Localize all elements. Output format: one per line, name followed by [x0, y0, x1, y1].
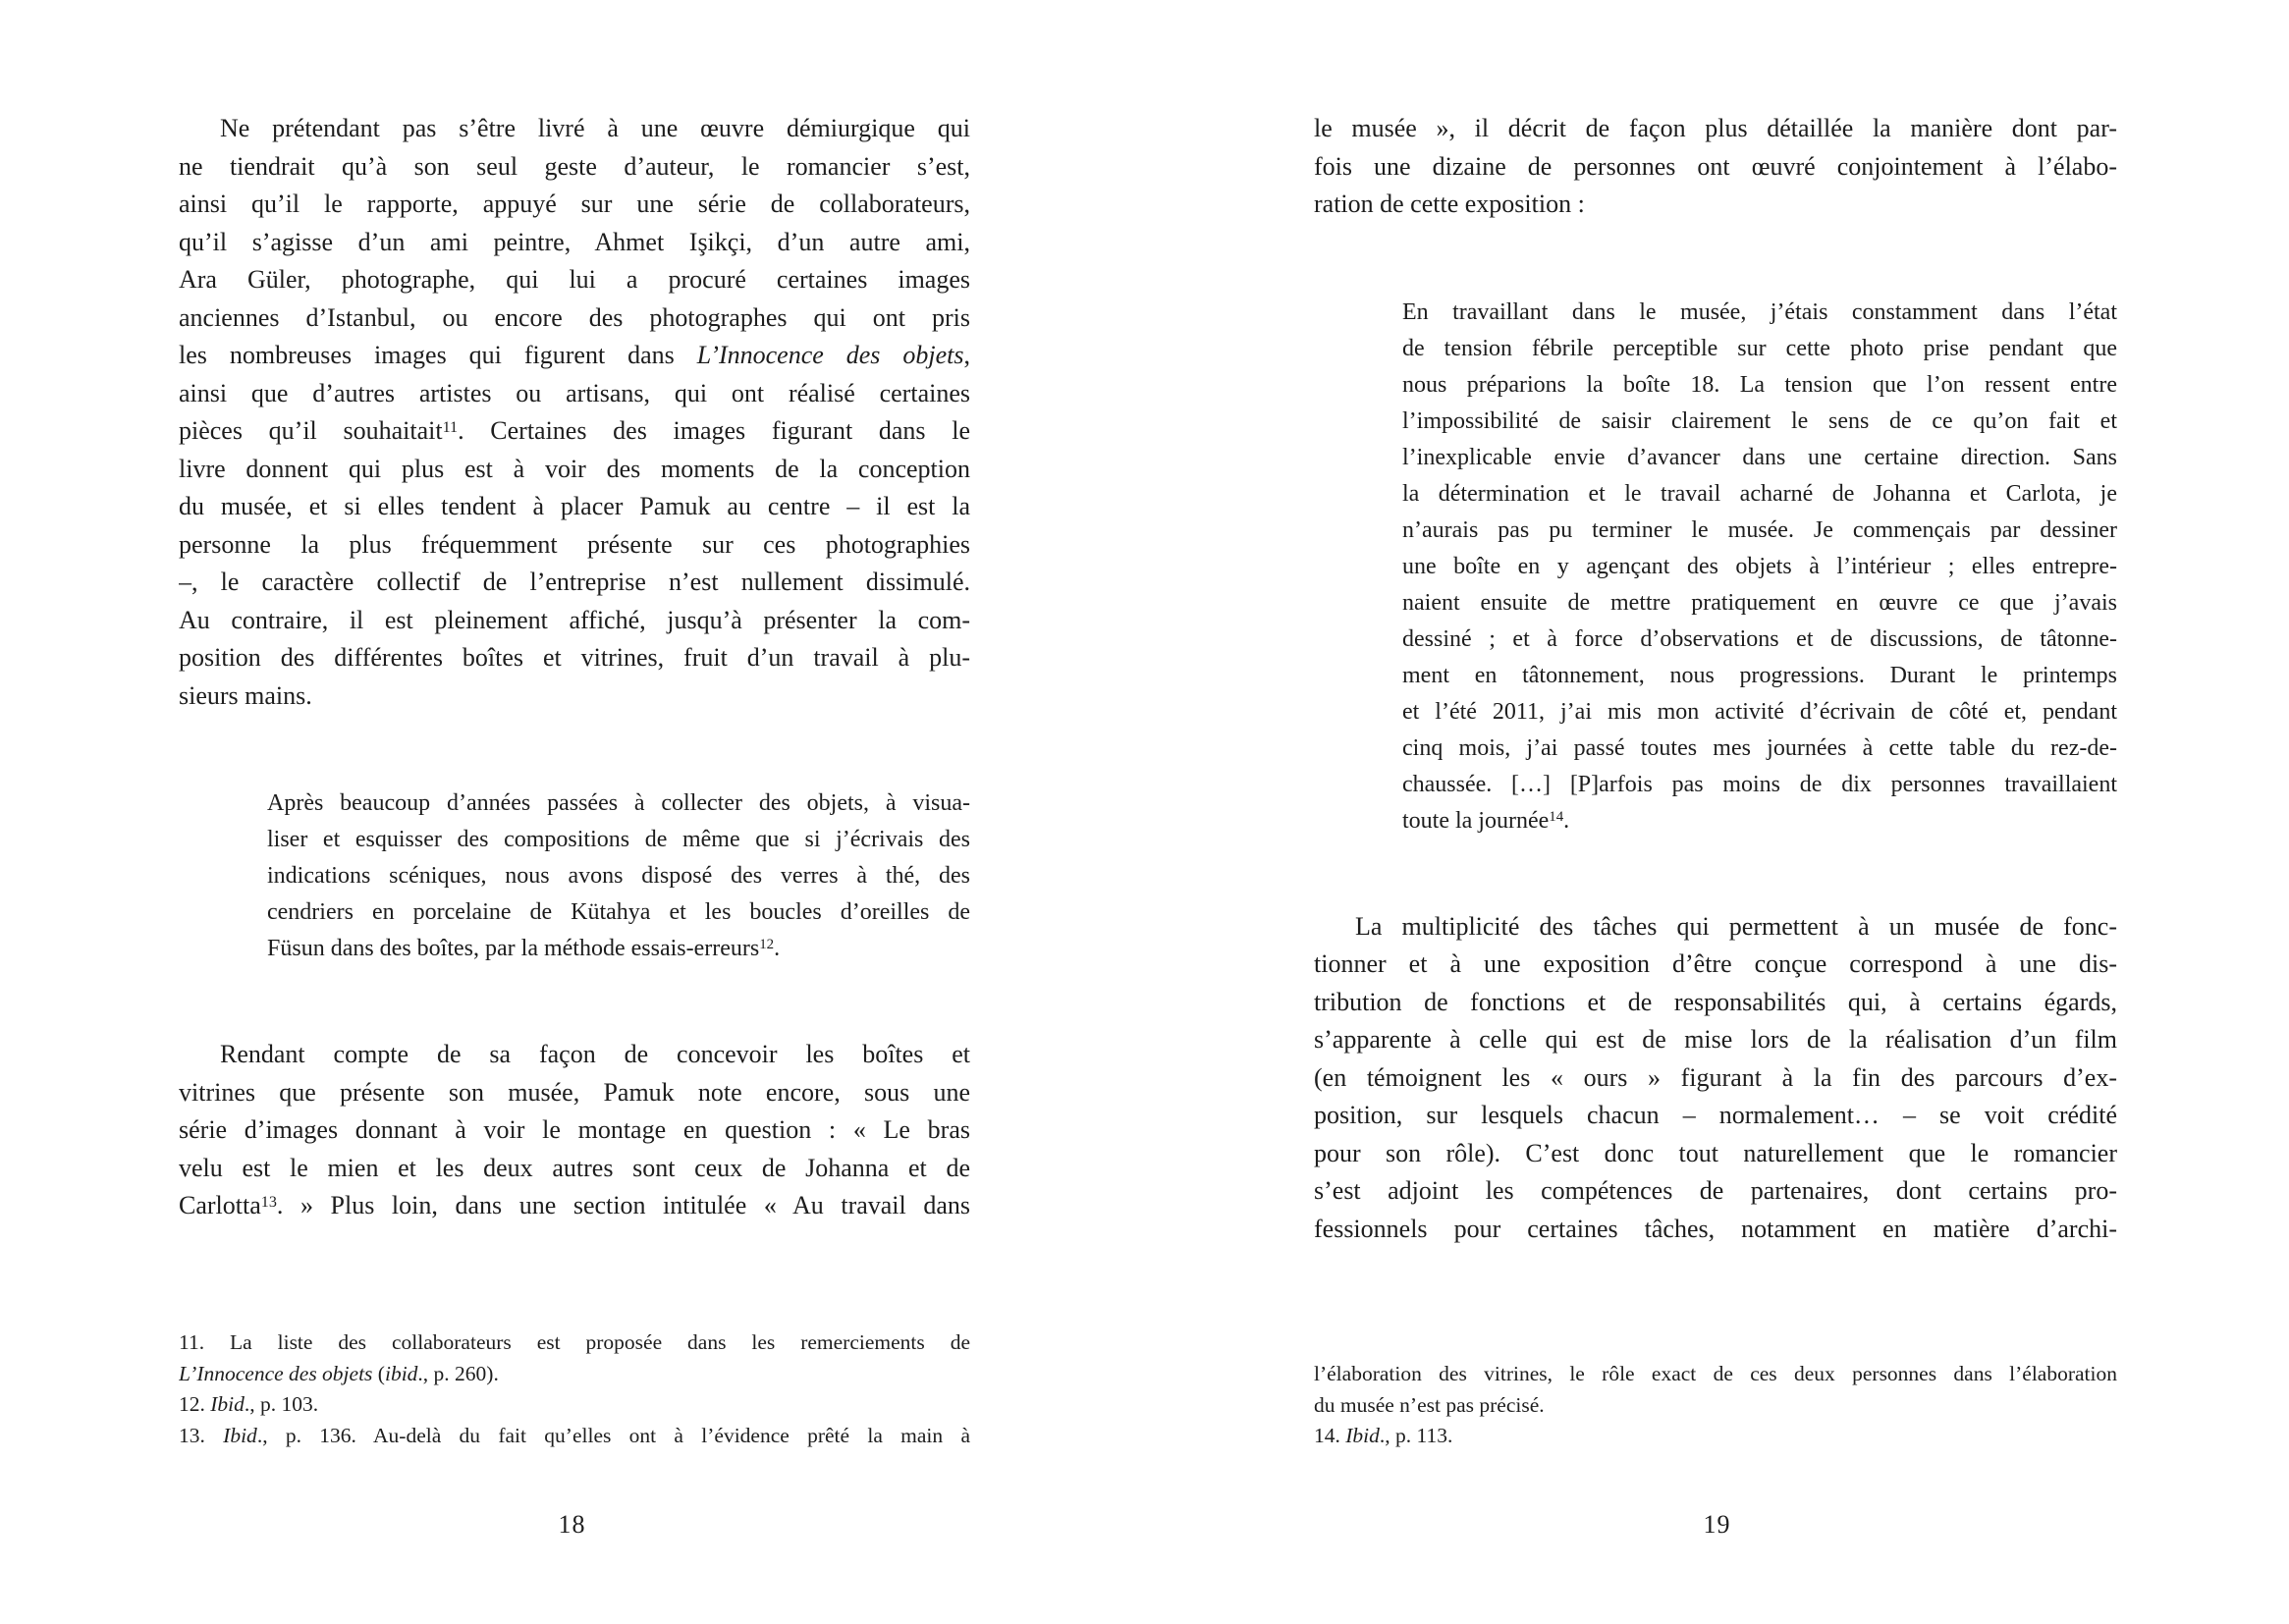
text-line: position, sur lesquels chacun – normalement… – se voit crédité — [1314, 1101, 2117, 1129]
text-line: l’élaboration des vitrines, le rôle exact de ces deux personnes dans l’élaboration — [1314, 1362, 2117, 1385]
text-line: tionner et à une exposition d’être conçue correspond à une dis- — [1314, 949, 2117, 978]
text-line: ainsi qu’il le rapporte, appuyé sur une série de collaborateurs, — [179, 189, 970, 218]
text-line: la détermination et le travail acharné de Johanna et Carlota, je — [1402, 480, 2117, 507]
text-line: anciennes d’Istanbul, ou encore des photographes qui ont pris — [179, 302, 970, 332]
text-line: Au contraire, il est pleinement affiché, jusqu’à présenter la com- — [179, 605, 970, 634]
text-line: de tension fébrile perceptible sur cette photo prise pendant que — [1402, 335, 2117, 361]
text-line: En travaillant dans le musée, j’étais constamment dans l’état — [1402, 298, 2117, 325]
text-line: Ara Güler, photographe, qui lui a procuré certaines images — [179, 265, 970, 294]
footnotes-block — [1314, 1359, 2117, 1452]
text-line: les nombreuses images qui figurent dans L’Innocence des objets, — [179, 341, 970, 369]
text-line: fois une dizaine de personnes ont œuvré conjointement à l’élabo- — [1314, 151, 2117, 181]
text-line: pour son rôle). C’est donc tout naturellement que le romancier — [1314, 1138, 2117, 1167]
text-line: position des différentes boîtes et vitrines, fruit d’un travail à plu- — [179, 643, 970, 672]
text-line: cendriers en porcelaine de Kütahya et les boucles d’oreilles de — [267, 899, 970, 925]
text-line: (en témoignent les « ours » figurant à la fin des parcours d’ex- — [1314, 1062, 2117, 1092]
text-line: 14. Ibid., p. 113. — [1314, 1424, 1453, 1447]
body-paragraph — [179, 1036, 970, 1225]
text-line: personne la plus fréquemment présente sur ces photographies — [179, 529, 970, 559]
text-line: cinq mois, j’ai passé toutes mes journées à cette table du rez-de- — [1402, 734, 2117, 761]
body-paragraph — [179, 110, 970, 715]
text-line: vitrines que présente son musée, Pamuk note encore, sous une — [179, 1077, 970, 1107]
text-line: nous préparions la boîte 18. La tension que l’on ressent entre — [1402, 371, 2117, 398]
text-line: s’est adjoint les compétences de partenaires, dont certains pro- — [1314, 1176, 2117, 1205]
text-line: Rendant compte de sa façon de concevoir les boîtes et — [220, 1040, 970, 1068]
text-line: fessionnels pour certaines tâches, notamment en matière d’archi- — [1314, 1214, 2117, 1243]
page-right-text-column — [1314, 110, 2117, 1447]
text-line: pièces qu’il souhaitait$^{11}$. Certaines des images figurant dans le — [179, 416, 970, 445]
text-line: Füsun dans des boîtes, par la méthode essais-erreurs$^{12}$. — [267, 936, 781, 961]
text-line: l’impossibilité de saisir clairement le sens de ce qu’on fait et — [1402, 407, 2117, 434]
text-line: sieurs mains. — [179, 680, 312, 710]
text-line: le musée », il décrit de façon plus détaillée la manière dont par- — [1314, 114, 2117, 142]
page-number-right: 19 — [1703, 1510, 1731, 1539]
text-line: toute la journée$^{14}$. — [1402, 807, 1570, 834]
text-line: ment en tâtonnement, nous progressions. Durant le printemps — [1402, 662, 2117, 688]
text-line: s’apparente à celle qui est de mise lors de la réalisation d’un film — [1314, 1025, 2117, 1054]
text-line: ainsi que d’autres artistes ou artisans, qui ont réalisé certaines — [179, 378, 970, 407]
text-line: série d’images donnant à voir le montage en question : « Le bras — [179, 1115, 970, 1144]
footnotes-block — [179, 1327, 970, 1451]
text-line: Après beaucoup d’années passées à collecter des objets, à visua- — [267, 790, 970, 816]
text-line: indications scéniques, nous avons disposé des verres à thé, des — [267, 863, 970, 889]
text-line: La multiplicité des tâches qui permettent à un musée de fonc- — [1355, 911, 2117, 941]
body-paragraph — [1314, 908, 2117, 1249]
text-line: livre donnent qui plus est à voir des moments de la conception — [179, 454, 970, 483]
text-line: 11. La liste des collaborateurs est proposée dans les remerciements de — [179, 1330, 970, 1354]
text-line: L’Innocence des objets (ibid., p. 260). — [179, 1361, 499, 1385]
block-quote — [1402, 295, 2117, 839]
text-line: une boîte en y agençant des objets à l’intérieur ; elles entrepre- — [1402, 553, 2117, 579]
text-line: velu est le mien et les deux autres sont ceux de Johanna et de — [179, 1153, 970, 1182]
text-line: ration de cette exposition : — [1314, 189, 1585, 218]
text-line: n’aurais pas pu terminer le musée. Je commençais par dessiner — [1402, 516, 2117, 543]
text-line: et l’été 2011, j’ai mis mon activité d’écrivain de côté et, pendant — [1402, 698, 2117, 725]
page-left — [0, 0, 1144, 1624]
page-number-left: 18 — [558, 1510, 586, 1539]
text-line: 12. Ibid., p. 103. — [179, 1392, 319, 1416]
body-paragraph — [1314, 110, 2117, 224]
text-line: 13. Ibid., p. 136. Au-delà du fait qu’elles ont à l’évidence prêté la main à — [179, 1423, 970, 1447]
text-line: ne tiendrait qu’à son seul geste d’auteur, le romancier s’est, — [179, 151, 970, 181]
text-line: Carlotta$^{13}$. » Plus loin, dans une section intitulée « Au travail dans — [179, 1191, 970, 1219]
text-line: Ne prétendant pas s’être livré à une œuvre démiurgique qui — [220, 114, 970, 142]
page-right — [1145, 0, 2289, 1624]
text-line: naient ensuite de mettre pratiquement en œuvre ce que j’avais — [1402, 589, 2117, 616]
page-left-text-column — [179, 110, 970, 1447]
text-line: chaussée. […] [P]arfois pas moins de dix personnes travaillaient — [1402, 771, 2117, 797]
text-line: qu’il s’agisse d’un ami peintre, Ahmet Işikçi, d’un autre ami, — [179, 227, 970, 256]
text-line: liser et esquisser des compositions de même que si j’écrivais des — [267, 827, 970, 852]
block-quote — [267, 785, 970, 967]
text-line: du musée n’est pas précisé. — [1314, 1392, 1545, 1417]
text-line: tribution de fonctions et de responsabilités qui, à certains égards, — [1314, 987, 2117, 1016]
text-line: dessiné ; et à force d’observations et de discussions, de tâtonne- — [1402, 625, 2117, 652]
text-line: –, le caractère collectif de l’entreprise n’est nullement dissimulé. — [179, 568, 970, 596]
text-line: l’inexplicable envie d’avancer dans une certaine direction. Sans — [1402, 444, 2117, 470]
text-line: du musée, et si elles tendent à placer Pamuk au centre – il est la — [179, 492, 970, 520]
